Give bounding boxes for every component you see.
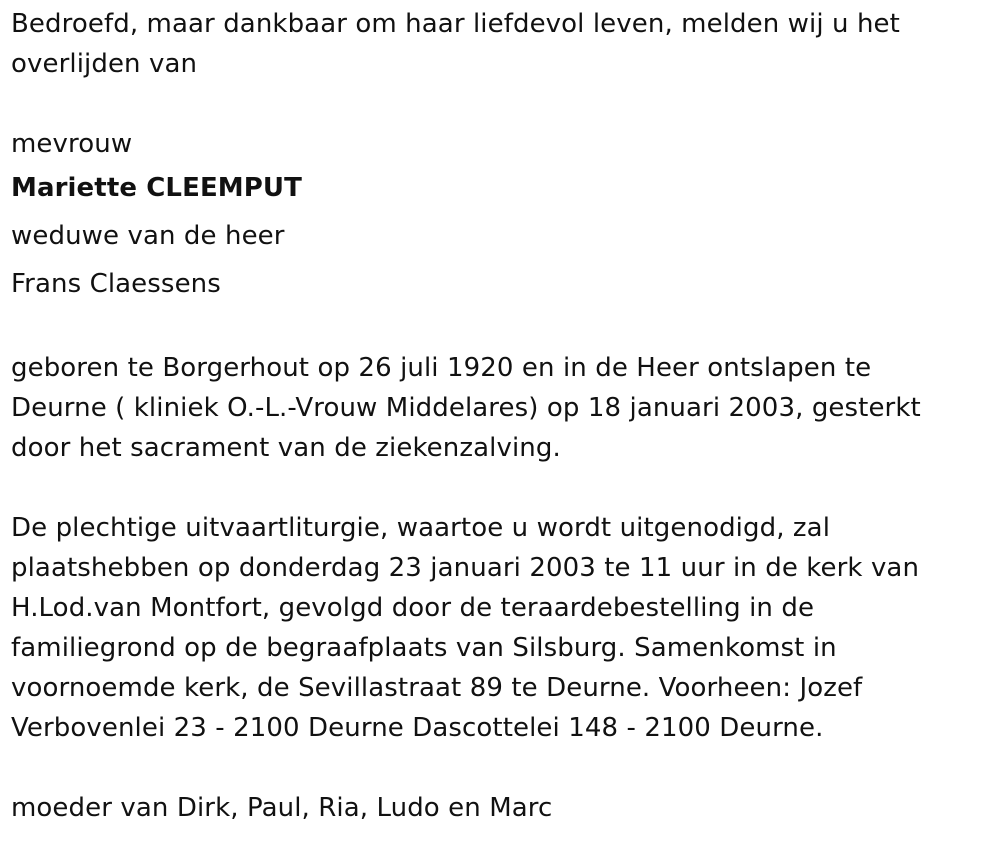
title-prefix: mevrouw [11,129,133,159]
funeral-text: De plechtige uitvaartliturgie, waartoe u wordt uitgenodigd, zal plaatshebben op donderdag 23 januari 2003 te 11 uur in de kerk van H.Lod.van Montfort, gevolgd door de teraardebestelling in de familiegrond op de begraafplaats van Silsburg. Samenkomst in voornoemde kerk, de Sevillastraat 89 te Deurne. Voorheen: Jozef Verbovenlei 23 - 2100 Deurne Dascottelei 148 - 2100 Deurne. [11,513,920,743]
birth-death-text: geboren te Borgerhout op 26 juli 1920 en in de Heer ontslapen te Deurne ( kliniek O.-L.-Vrouw Middelares) op 18 januari 2003, gesterkt door het sacrament van de ziekenzalving. [11,353,921,463]
deceased-name: Mariette CLEEMPUT [11,173,302,203]
relation-label: weduwe van de heer [11,221,285,251]
intro-text: Bedroefd, maar dankbaar om haar liefdevol leven, melden wij u het overlijden van [11,9,900,79]
children-text: moeder van Dirk, Paul, Ria, Ludo en Marc [11,793,553,823]
death-notice [11,4,986,828]
spouse-name: Frans Claessens [11,269,221,299]
